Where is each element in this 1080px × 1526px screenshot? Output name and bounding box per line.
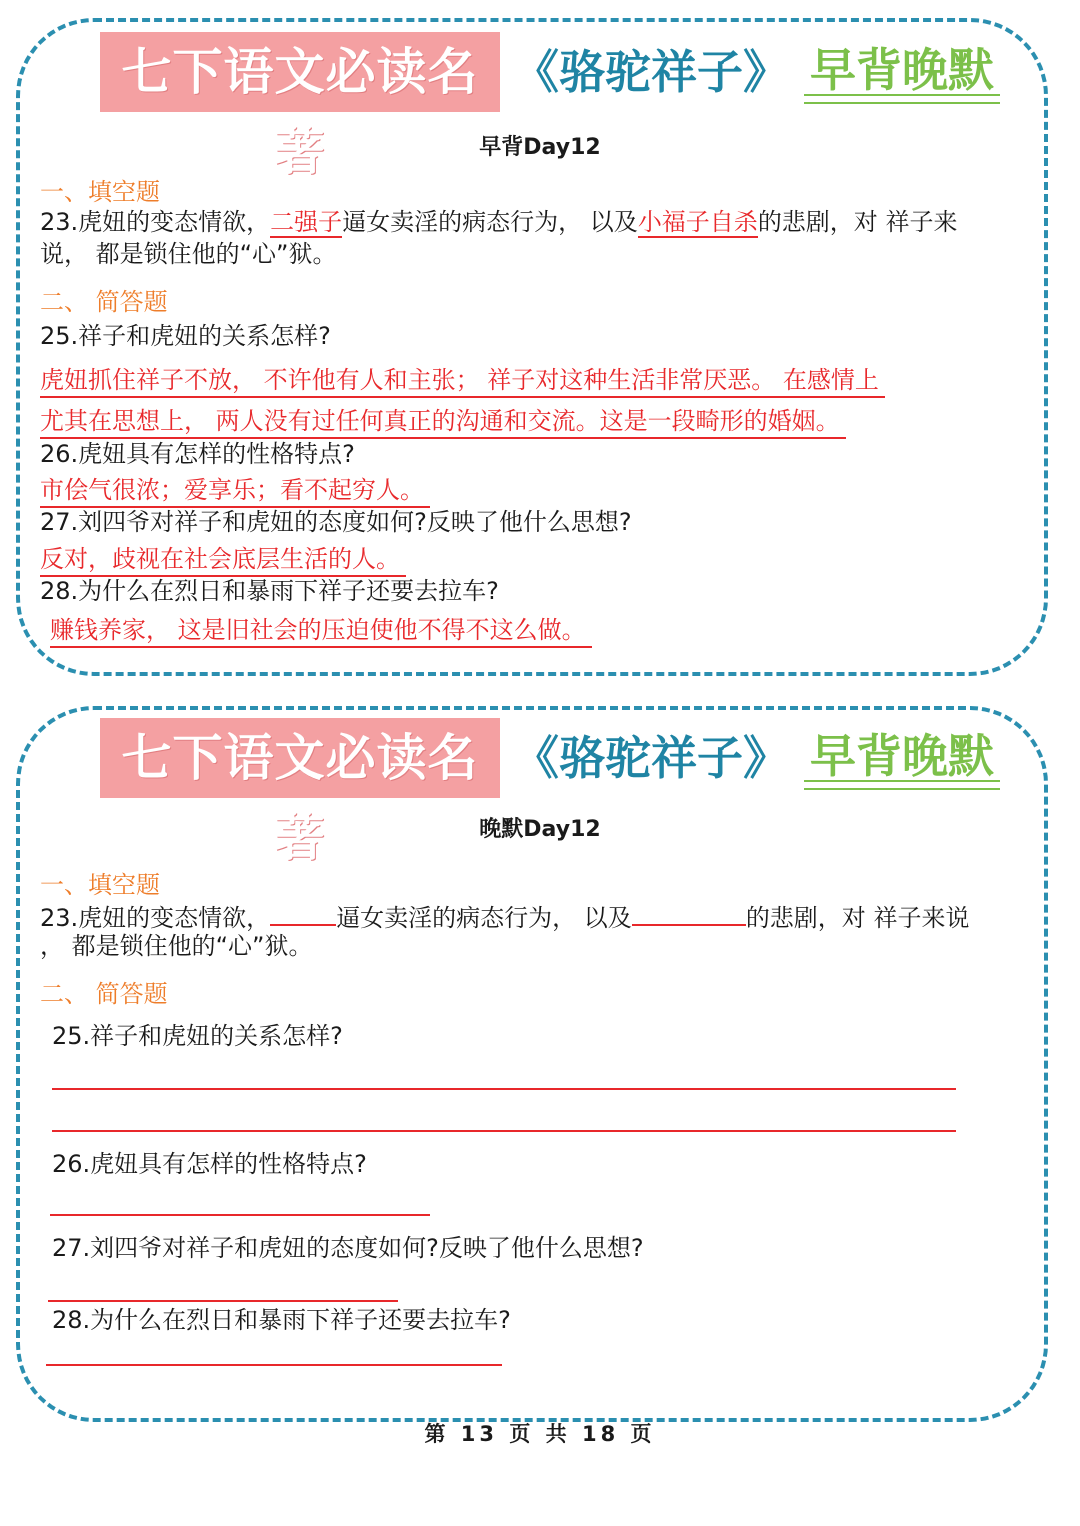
question-23-line2: 说， 都是锁住他的“心”狱。: [40, 240, 337, 268]
question-23-line1: [40, 206, 957, 238]
grade-badge: 七下语文必读名著: [100, 32, 500, 112]
answer-28: 赚钱养家， 这是旧社会的压迫使他不得不这么做。: [50, 614, 592, 648]
answer-line-25a[interactable]: [52, 1088, 956, 1090]
question-27: 27.刘四爷对祥子和虎妞的态度如何?反映了他什么思想?: [40, 508, 632, 536]
q23-mid: 逼女卖淫的病态行为， 以及: [336, 904, 632, 932]
question-23-line1: [40, 898, 969, 934]
evening-subtitle: 晚默Day12: [479, 817, 601, 842]
answer-line-25b[interactable]: [52, 1130, 956, 1132]
question-28: 28.为什么在烈日和暴雨下祥子还要去拉车?: [40, 577, 499, 605]
q23-suffix: 的悲剧，对 祥子来说: [745, 904, 970, 932]
answer-line-26[interactable]: [50, 1214, 430, 1216]
answer-26: 市侩气很浓；爱享乐；看不起穷人。: [40, 474, 430, 508]
section-short-answer: 二、 简答题: [40, 980, 168, 1008]
q23-prefix: 23.虎妞的变态情欲，: [40, 904, 271, 932]
section-fill-blank: 一、填空题: [40, 871, 160, 899]
book-title: 《骆驼祥子》: [513, 731, 789, 785]
q23-suffix: 的悲剧，对 祥子来: [757, 208, 958, 236]
question-25: 25.祥子和虎妞的关系怎样?: [40, 322, 331, 350]
grade-badge: 七下语文必读名著: [100, 718, 500, 798]
section-fill-blank: 一、填空题: [40, 178, 160, 206]
q23-answer-2: 小福子自杀: [637, 208, 758, 236]
question-27: 27.刘四爷对祥子和虎妞的态度如何?反映了他什么思想?: [52, 1234, 644, 1262]
q23-blank-1[interactable]: [270, 898, 336, 926]
tagline: 早背晚默: [802, 32, 1002, 112]
answer-27: 反对，歧视在社会底层生活的人。: [40, 543, 406, 577]
q23-prefix: 23.虎妞的变态情欲，: [40, 208, 271, 236]
book-title: 《骆驼祥子》: [513, 45, 789, 99]
question-25: 25.祥子和虎妞的关系怎样?: [52, 1022, 343, 1050]
question-28: 28.为什么在烈日和暴雨下祥子还要去拉车?: [52, 1306, 511, 1334]
answer-line-27[interactable]: [48, 1300, 398, 1302]
morning-subtitle: 早背Day12: [479, 135, 601, 160]
q23-blank-2[interactable]: [632, 898, 746, 926]
question-26: 26.虎妞具有怎样的性格特点?: [40, 440, 355, 468]
page-footer: 第 13 页 共 18 页: [424, 1422, 656, 1446]
tagline: 早背晚默: [802, 718, 1002, 798]
question-23-line2: ， 都是锁住他的“心”狱。: [40, 932, 313, 960]
question-26: 26.虎妞具有怎样的性格特点?: [52, 1150, 367, 1178]
section-short-answer: 二、 简答题: [40, 288, 168, 316]
q23-answer-1: 二强子: [270, 208, 343, 236]
answer-25-line2: 尤其在思想上， 两人没有过任何真正的沟通和交流。这是一段畸形的婚姻。: [40, 405, 846, 439]
q23-mid: 逼女卖淫的病态行为， 以及: [342, 208, 638, 236]
answer-25-line1: 虎妞抓住祥子不放， 不许他有人和主张； 祥子对这种生活非常厌恶。 在感情上: [40, 364, 885, 398]
answer-line-28[interactable]: [46, 1364, 502, 1366]
